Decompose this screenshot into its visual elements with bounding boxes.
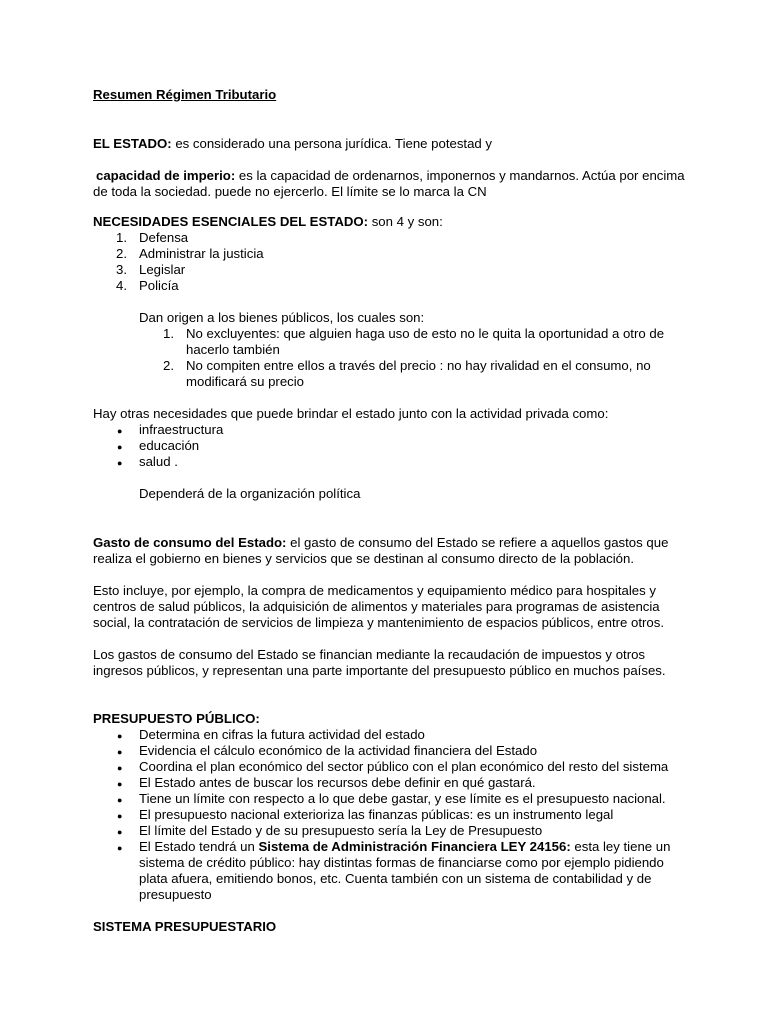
bien-publico-number: 2.	[163, 358, 174, 373]
ley-bold: Sistema de Administración Financiera LEY 24156:	[258, 839, 571, 854]
necesidad-number: 1.	[116, 230, 127, 245]
gasto-label: Gasto de consumo del Estado:	[93, 535, 287, 550]
capacidad-label: capacidad de imperio:	[96, 168, 236, 183]
gasto-paragraph-line2: realiza el gobierno en bienes y servicios que se destinan al consumo directo de la población.	[93, 551, 635, 566]
bullet-icon: ●	[117, 426, 123, 436]
gasto-financing-line1: Los gastos de consumo del Estado se financian mediante la recaudación de impuestos y otros	[93, 647, 646, 662]
organizacion-politica-note: Dependerá de la organización política	[139, 486, 361, 501]
bullet-icon: ●	[117, 811, 123, 821]
bien-publico-line: modificará su precio	[186, 374, 305, 389]
bullet-icon: ●	[117, 779, 123, 789]
presupuesto-item: Evidencia el cálculo económico de la actividad financiera del Estado	[139, 743, 538, 758]
ley-pre: El Estado tendrá un	[139, 839, 259, 854]
necesidad-number: 2.	[116, 246, 127, 261]
bien-publico-line: No excluyentes: que alguien haga uso de esto no le quita la oportunidad a otro de	[186, 326, 665, 341]
bullet-icon: ●	[117, 442, 123, 452]
necesidad-item: Administrar la justicia	[139, 246, 264, 261]
otras-necesidades-intro: Hay otras necesidades que puede brindar el estado junto con la actividad privada como:	[93, 406, 609, 421]
ley-line3: plata afuera, emitiendo bonos, etc. Cuenta también con un sistema de contabilidad y de	[139, 871, 652, 886]
sistema-heading: SISTEMA PRESUPUESTARIO	[93, 919, 277, 934]
document-title: Resumen Régimen Tributario	[93, 87, 277, 102]
necesidad-number: 3.	[116, 262, 127, 277]
necesidades-label: NECESIDADES ESENCIALES DEL ESTADO:	[93, 214, 369, 229]
estado-text: es considerado una persona jurídica. Tiene potestad y	[171, 136, 493, 151]
bullet-icon: ●	[117, 458, 123, 468]
presupuesto-item: Determina en cifras la futura actividad del estado	[139, 727, 425, 742]
bien-publico-line: No compiten entre ellos a través del precio : no hay rivalidad en el consumo, no	[186, 358, 651, 373]
bullet-icon: ●	[117, 731, 123, 741]
presupuesto-item: Coordina el plan económico del sector público con el plan económico del resto del sistema	[139, 759, 669, 774]
bullet-icon: ●	[117, 763, 123, 773]
capacidad-paragraph-line1	[96, 168, 685, 184]
bien-publico-number: 1.	[163, 326, 174, 341]
otras-item: salud .	[139, 454, 178, 469]
necesidades-text: son 4 y son:	[368, 214, 443, 229]
gasto-example-line2: centros de salud públicos, la adquisición de alimentos y materiales para programas de asistencia	[93, 599, 660, 614]
presupuesto-heading: PRESUPUESTO PÚBLICO:	[93, 711, 260, 726]
presupuesto-item: El Estado antes de buscar los recursos debe definir en qué gastará.	[139, 775, 536, 790]
presupuesto-item: Tiene un límite con respecto a lo que debe gastar, y ese límite es el presupuesto nacional.	[139, 791, 666, 806]
otras-item: educación	[139, 438, 200, 453]
necesidad-item: Legislar	[139, 262, 186, 277]
gasto-text: el gasto de consumo del Estado se refiere a aquellos gastos que	[286, 535, 669, 550]
bullet-icon: ●	[117, 827, 123, 837]
estado-paragraph	[93, 136, 492, 152]
necesidades-heading	[93, 214, 443, 230]
capacidad-text2: de toda la sociedad. puede no ejercerlo. El límite se lo marca la CN	[93, 184, 487, 199]
presupuesto-item-ley	[139, 839, 670, 855]
capacidad-text1: es la capacidad de ordenarnos, imponernos y mandarnos. Actúa por encima	[235, 168, 685, 183]
gasto-paragraph-line1	[93, 535, 668, 551]
estado-label: EL ESTADO:	[93, 136, 172, 151]
gasto-financing-line2: ingresos públicos, y representan una parte importante del presupuesto público en muchos países.	[93, 663, 666, 678]
bullet-icon: ●	[117, 747, 123, 757]
bien-publico-line: hacerlo también	[186, 342, 280, 357]
otras-item: infraestructura	[139, 422, 224, 437]
ley-line2: sistema de crédito público: hay distintas formas de financiarse como por ejemplo pidiendo	[139, 855, 664, 870]
presupuesto-item: El límite del Estado y de su presupuesto sería la Ley de Presupuesto	[139, 823, 543, 838]
ley-line4: presupuesto	[139, 887, 212, 902]
necesidad-item: Defensa	[139, 230, 189, 245]
gasto-example-line1: Esto incluye, por ejemplo, la compra de medicamentos y equipamiento médico para hospitales y	[93, 583, 656, 598]
bienes-publicos-intro: Dan origen a los bienes públicos, los cuales son:	[139, 310, 425, 325]
presupuesto-item: El presupuesto nacional exterioriza las finanzas públicas: es un instrumento legal	[139, 807, 614, 822]
gasto-example-line3: social, la contratación de servicios de limpieza y mantenimiento de espacios públicos, entre otros.	[93, 615, 665, 630]
necesidad-number: 4.	[116, 278, 127, 293]
ley-post: esta ley tiene un	[570, 839, 671, 854]
necesidad-item: Policía	[139, 278, 179, 293]
bullet-icon: ●	[117, 843, 123, 853]
bullet-icon: ●	[117, 795, 123, 805]
